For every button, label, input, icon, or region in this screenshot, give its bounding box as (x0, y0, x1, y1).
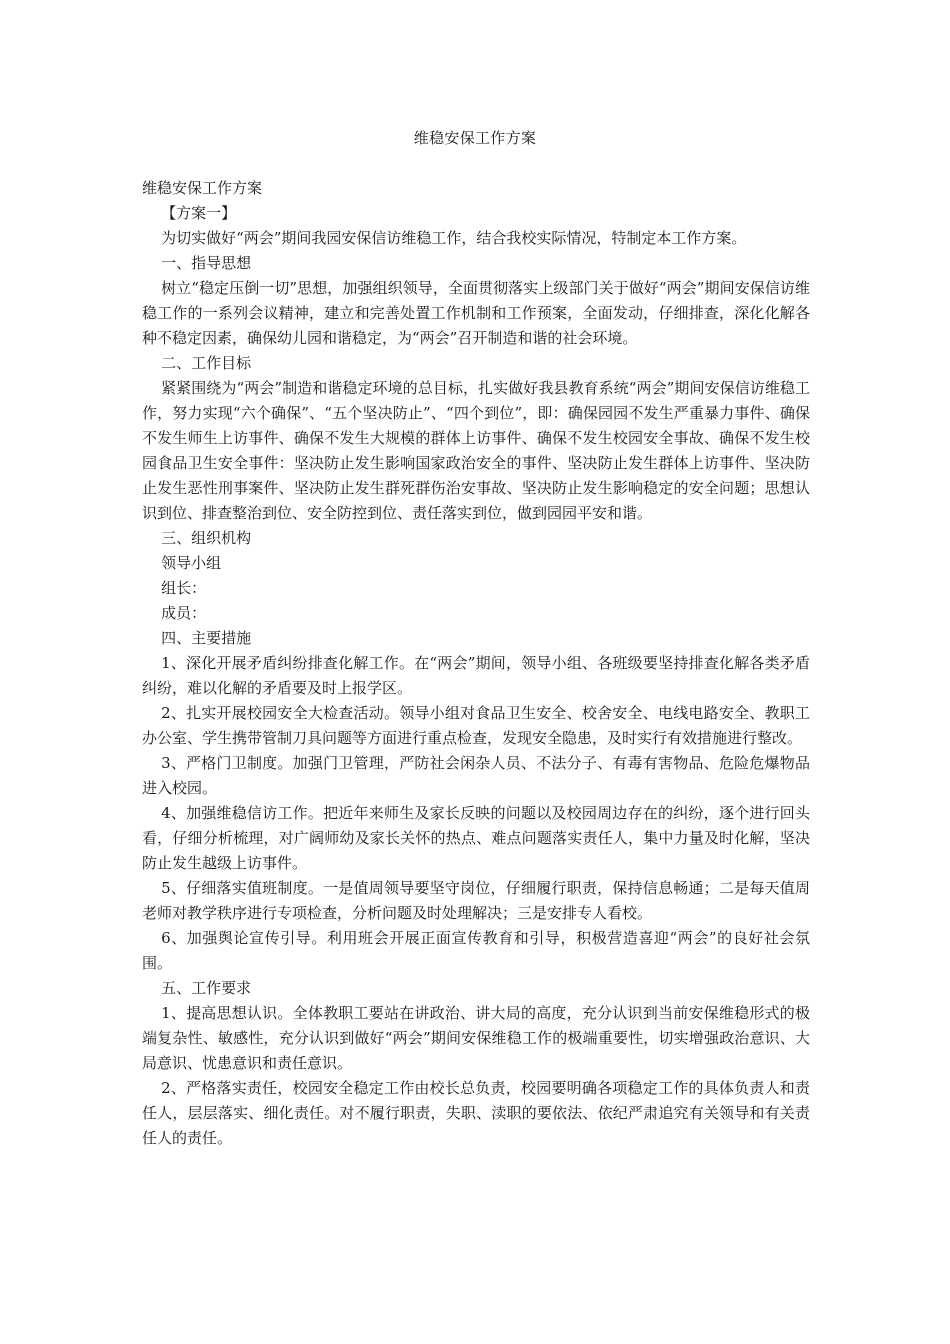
paragraph-goals: 紧紧围绕为“两会”制造和谐稳定环境的总目标，扎实做好我县教育系统“两会”期间安保信访维稳工作，努力实现“六个确保”、“五个坚决防止”、“四个到位”，即：确保园园不发生严重暴力事件、确保不发生师生上访事件、确保不发生大规模的群体上访事件、确保不发生校园安全事故、确保不发生校园食品卫生安全事件：坚决防止发生影响国家政治安全的事件、坚决防止发生群体上访事件、坚决防止发生恶性刑事案件、坚决防止发生群死群伤治安事故、坚决防止发生影响稳定的安全问题；思想认识到位、排查整治到位、安全防控到位、责任落实到位，做到园园平安和谐。 (142, 379, 810, 522)
measure-item-3: 3、严格门卫制度。加强门卫管理，严防社会闲杂人员、不法分子、有毒有害物品、危险危爆物品进入校园。 (142, 754, 810, 797)
measure-item-5: 5、仔细落实值班制度。一是值周领导要坚守岗位，仔细履行职责，保持信息畅通；二是每天值周老师对教学秩序进行专项检查，分析问题及时处理解决；三是安排专人看校。 (142, 879, 810, 922)
section-heading-requirements: 五、工作要求 (161, 979, 252, 997)
measure-item-6: 6、加强舆论宣传引导。利用班会开展正面宣传教育和引导，积极营造喜迎“两会”的良好社会氛围。 (142, 929, 810, 972)
document-title: 维稳安保工作方案 (413, 129, 537, 147)
section-heading-organization: 三、组织机构 (161, 529, 252, 547)
section-heading-guiding-ideology: 一、指导思想 (161, 254, 252, 272)
section-heading-goals: 二、工作目标 (161, 354, 252, 372)
group-leader-label: 组长： (161, 579, 207, 597)
requirement-item-1: 1、提高思想认识。全体教职工要站在讲政治、讲大局的高度，充分认识到当前安保维稳形式的极端复杂性、敏感性，充分认识到做好“两会”期间安保维稳工作的极端重要性，切实增强政治意识、大局意识、忧患意识和责任意识。 (142, 1004, 810, 1072)
body-heading: 维稳安保工作方案 (142, 179, 263, 197)
leadership-group-label: 领导小组 (161, 554, 222, 572)
scheme-label: 【方案一】 (161, 204, 237, 222)
intro-paragraph: 为切实做好“两会”期间我园安保信访维稳工作，结合我校实际情况，特制定本工作方案。 (161, 229, 747, 247)
section-heading-measures: 四、主要措施 (161, 629, 252, 647)
document-body (142, 176, 810, 1151)
measure-item-1: 1、深化开展矛盾纠纷排查化解工作。在“两会”期间，领导小组、各班级要坚持排查化解各类矛盾纠纷，难以化解的矛盾要及时上报学区。 (142, 654, 810, 697)
requirement-item-2: 2、严格落实责任，校园安全稳定工作由校长总负责，校园要明确各项稳定工作的具体负责人和责任人，层层落实、细化责任。对不履行职责，失职、渎职的要依法、依纪严肃追究有关领导和有关责任人的责任。 (142, 1079, 810, 1147)
measure-item-2: 2、扎实开展校园安全大检查活动。领导小组对食品卫生安全、校舍安全、电线电路安全、教职工办公室、学生携带管制刀具问题等方面进行重点检查，发现安全隐患，及时实行有效措施进行整改。 (142, 704, 810, 747)
measure-item-4: 4、加强维稳信访工作。把近年来师生及家长反映的问题以及校园周边存在的纠纷，逐个进行回头看，仔细分析梳理，对广阔师幼及家长关怀的热点、难点问题落实责任人，集中力量及时化解，坚决防止发生越级上访事件。 (142, 804, 810, 872)
members-label: 成员： (161, 604, 207, 622)
paragraph-guiding-ideology: 树立“稳定压倒一切”思想，加强组织领导，全面贯彻落实上级部门关于做好“两会”期间安保信访维稳工作的一系列会议精神，建立和完善处置工作机制和工作预案，全面发动，仔细排查，深化化解各种不稳定因素，确保幼儿园和谐稳定，为“两会”召开制造和谐的社会环境。 (142, 279, 810, 347)
